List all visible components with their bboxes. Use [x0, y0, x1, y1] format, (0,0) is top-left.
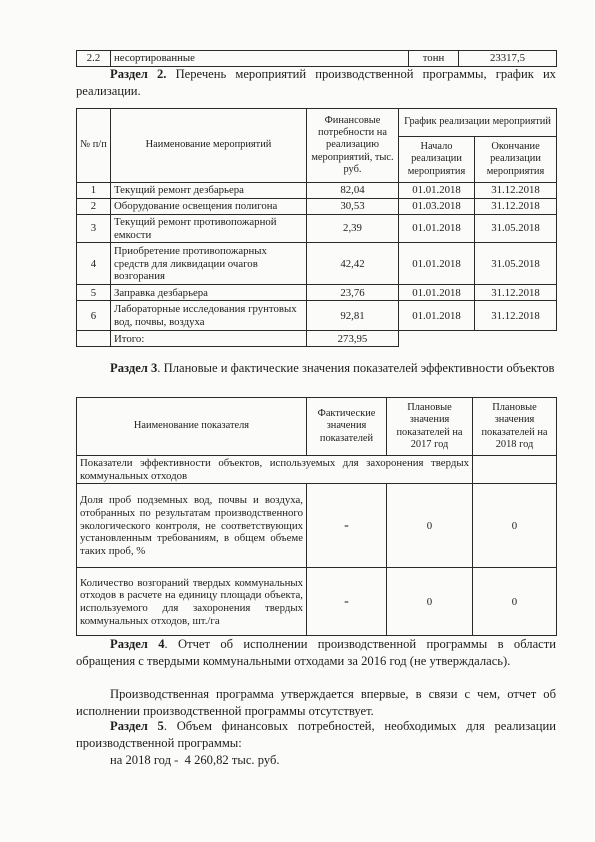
row-name: Текущий ремонт дезбарьера: [111, 183, 307, 199]
row-end: 31.12.2018: [475, 183, 557, 199]
row-name: Заправка дезбарьера: [111, 285, 307, 301]
section2-heading: [76, 66, 556, 100]
section5-heading: [76, 718, 556, 752]
row-end: 31.12.2018: [475, 199, 557, 215]
top-row-name: несортированные: [111, 51, 409, 67]
header-end: Окончание реализации мероприятия: [475, 137, 557, 183]
row-name: Приобретение противопожарных средств для ликвидации очагов возгорания: [111, 243, 307, 285]
row-finance: 2,39: [307, 215, 399, 243]
row-num: 3: [77, 215, 111, 243]
indicator-plan-2018: 0: [473, 568, 557, 636]
section5-label: Раздел 5: [110, 719, 164, 733]
section4-paragraph: Производственная программа утверждается впервые, в связи с чем, отчет об исполнении производственной программы отсутствует.: [76, 687, 556, 718]
top-row-value: 23317,5: [459, 51, 557, 67]
header-indicator: Наименование показателя: [77, 398, 307, 456]
header-num: № п/п: [77, 109, 111, 183]
row-num: 5: [77, 285, 111, 301]
table-row: [77, 484, 557, 568]
row-name: Лабораторные исследования грунтовых вод, почвы, воздуха: [111, 301, 307, 331]
section5-line: на 2018 год - 4 260,82 тыс. руб.: [110, 753, 280, 767]
indicator-plan-2017: 0: [387, 568, 473, 636]
row-end: 31.12.2018: [475, 301, 557, 331]
row-start: 01.01.2018: [399, 285, 475, 301]
header-schedule: График реализации мероприятий: [399, 109, 557, 137]
row-finance: 82,04: [307, 183, 399, 199]
section3-title: . Плановые и фактические значения показателей эффективности объектов: [157, 361, 555, 375]
row-finance: 42,42: [307, 243, 399, 285]
table-row: [77, 301, 557, 331]
indicators-table: [76, 397, 557, 636]
header-start: Начало реализации мероприятия: [399, 137, 475, 183]
indicator-fact: -: [307, 484, 387, 568]
section2-label: Раздел 2.: [110, 67, 167, 81]
table-row: [77, 51, 557, 67]
header-plan-2018: Плановые значения показателей на 2018 год: [473, 398, 557, 456]
row-finance: 30,53: [307, 199, 399, 215]
row-name: Текущий ремонт противопожарной емкости: [111, 215, 307, 243]
row-start: 01.03.2018: [399, 199, 475, 215]
row-start: 01.01.2018: [399, 215, 475, 243]
indicator-fact: -: [307, 568, 387, 636]
header-name: Наименование мероприятий: [111, 109, 307, 183]
table-row: [77, 285, 557, 301]
header-finance: Финансовые потребности на реализацию мероприятий, тыс. руб.: [307, 109, 399, 183]
indicator-plan-2018: 0: [473, 484, 557, 568]
row-start: 01.01.2018: [399, 301, 475, 331]
row-num: 1: [77, 183, 111, 199]
row-end: 31.05.2018: [475, 243, 557, 285]
measures-table: [76, 108, 557, 347]
table-row: [77, 199, 557, 215]
row-end: 31.12.2018: [475, 285, 557, 301]
row-name: Оборудование освещения полигона: [111, 199, 307, 215]
section4-heading: [76, 636, 556, 670]
row-start: 01.01.2018: [399, 243, 475, 285]
header-fact: Фактические значения показателей: [307, 398, 387, 456]
indicator-name: Доля проб подземных вод, почвы и воздуха, отобранных по результатам производственного экологического контроля, не соответствующих установленным требованиям, в общем объеме таких проб, %: [77, 484, 307, 568]
top-row-unit: тонн: [409, 51, 459, 67]
row-start: 01.01.2018: [399, 183, 475, 199]
total-value: 273,95: [307, 331, 399, 347]
top-row-table: [76, 50, 557, 67]
top-row-num: 2.2: [77, 51, 111, 67]
row-num: 2: [77, 199, 111, 215]
row-num: 4: [77, 243, 111, 285]
indicator-name: Количество возгораний твердых коммунальных отходов в расчете на единицу площади объекта, используемого для захоронения твердых коммунальных отходов, шт./га: [77, 568, 307, 636]
section5-text: . Объем финансовых потребностей, необходимых для реализации производственной программы:: [76, 719, 556, 750]
section4-label: Раздел 4: [110, 637, 165, 651]
total-label: Итого:: [111, 331, 307, 347]
total-row: [77, 331, 557, 347]
section2-title: Перечень мероприятий производственной программы, график их реализации.: [76, 67, 556, 98]
total-empty: [77, 331, 111, 347]
table-row: [77, 568, 557, 636]
row-num: 6: [77, 301, 111, 331]
table-header-row: [77, 398, 557, 456]
group-row: [77, 456, 557, 484]
row-finance: 23,76: [307, 285, 399, 301]
row-end: 31.05.2018: [475, 215, 557, 243]
indicator-plan-2017: 0: [387, 484, 473, 568]
section3-heading: [76, 360, 556, 377]
header-plan-2017: Плановые значения показателей на 2017 год: [387, 398, 473, 456]
table-row: [77, 183, 557, 199]
table-row: [77, 215, 557, 243]
group-label: Показатели эффективности объектов, используемых для захоронения твердых коммунальных отходов: [77, 456, 473, 484]
section3-label: Раздел 3: [110, 361, 158, 375]
row-finance: 92,81: [307, 301, 399, 331]
table-row: [77, 243, 557, 285]
table-header-row: [77, 109, 557, 137]
section4-text: . Отчет об исполнении производственной программы в области обращения с твердыми коммунальными отходами за 2016 год (не утверждалась).: [76, 637, 556, 668]
